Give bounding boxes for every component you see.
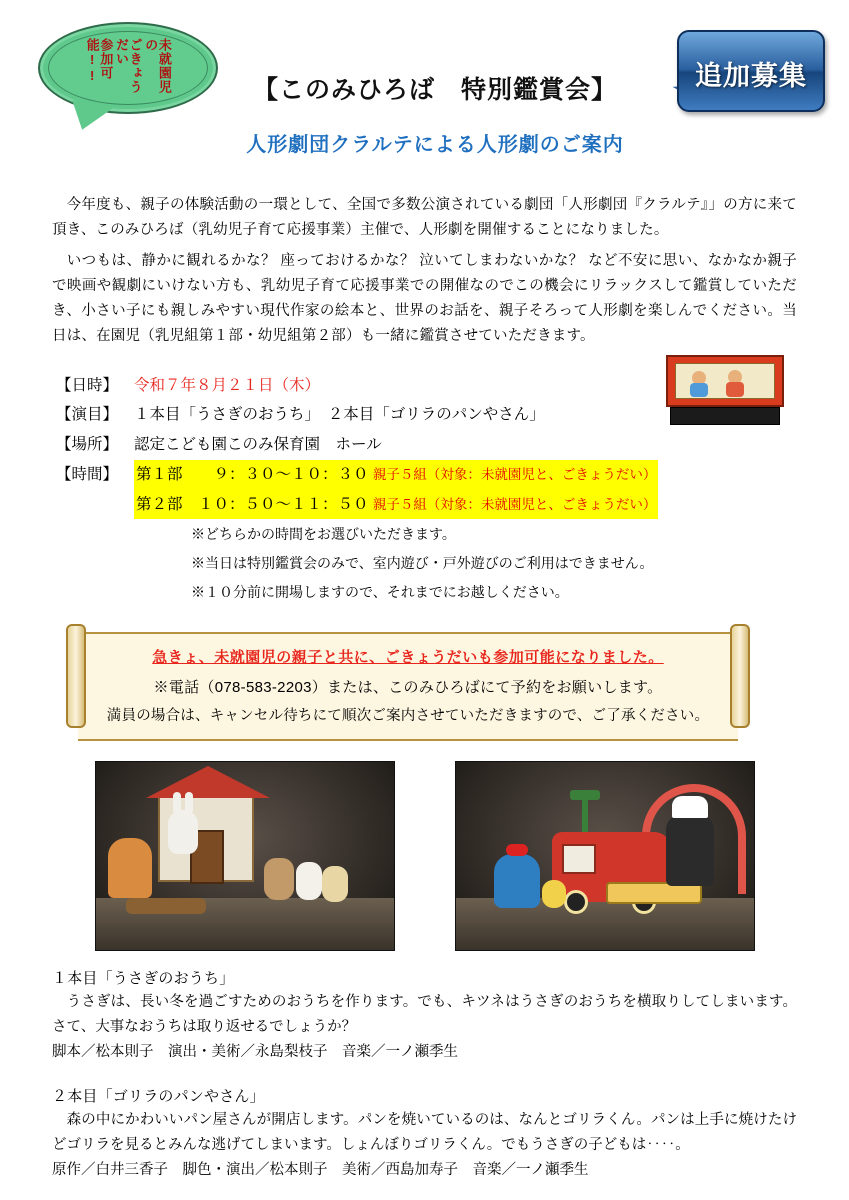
play-block-1 bbox=[52, 967, 797, 1065]
puppet-stage-illustration bbox=[666, 355, 784, 427]
info-key-date: 【日時】 bbox=[56, 376, 119, 394]
info-row-venue bbox=[56, 430, 776, 460]
scroll-body bbox=[78, 632, 738, 741]
photo2-bird-comb bbox=[506, 844, 528, 856]
time-part1-main: 第１部 ９：３０～１０：３０ bbox=[136, 465, 369, 483]
play-1-body-text: うさぎは、長い冬を過ごすためのおうちを作ります。でも、キツネはうさぎのおうちを横取りしてしまいます。さて、大事なおうちは取り返せるでしょうか？ bbox=[52, 994, 797, 1035]
photo1-house-roof bbox=[146, 766, 270, 798]
info-value-program: １本目「うさぎのおうち」 ２本目「ゴリラのパンやさん」 bbox=[134, 406, 545, 424]
photo2-tree-prop bbox=[582, 796, 588, 836]
info-row-time-part2 bbox=[56, 490, 776, 520]
photo1-fox-puppet bbox=[108, 838, 152, 898]
photo-usagi-no-ouchi bbox=[95, 761, 395, 951]
play-2-body bbox=[52, 1108, 797, 1158]
info-row-time-part1 bbox=[56, 460, 776, 490]
intro-paragraph-2-text: いつもは、静かに観れるかな？ 座っておけるかな？ 泣いてしまわないかな？ など不安に思い、なかなか親子で映画や観劇にいけない方も、乳幼児子育て応援事業での開催なのでこの機会にリラックスして鑑賞していただき、小さい子にも親しみやすい現代作家の絵本と、世界のお話を、親子そろって人形劇を楽しんでください。当日は、在園児（乳児組第１部・幼児組第２部）も一緒に鑑賞させていただきます。 bbox=[52, 252, 797, 344]
info-note-3: ※１０分前に開場しますので、それまでにお越しください。 bbox=[191, 584, 569, 601]
green-speech-bubble bbox=[38, 22, 218, 114]
info-value-date: 令和７年８月２１日（木） bbox=[134, 376, 321, 394]
scroll-line-3: 満員の場合は、キャンセル待ちにて順次ご案内させていただきますので、ご了承ください。 bbox=[106, 708, 710, 725]
time-part2-main: 第２部 １０：５０～１１：５０ bbox=[136, 495, 369, 513]
play-1-credits: 脚本／松本則子 演出・美術／永島梨枝子 音楽／一ノ瀬季生 bbox=[52, 1043, 458, 1060]
info-value-venue: 認定こども園このみ保育園 ホール bbox=[134, 436, 382, 454]
photo2-chick-puppet bbox=[542, 880, 566, 908]
info-value-time-part1 bbox=[134, 460, 658, 490]
green-bubble-tail bbox=[68, 100, 115, 134]
play-1-body bbox=[52, 990, 797, 1040]
additional-recruitment-badge bbox=[677, 30, 825, 112]
stage-puppet-2-body bbox=[726, 382, 744, 397]
info-value-time-part2 bbox=[134, 490, 658, 520]
green-bubble-text bbox=[40, 38, 216, 104]
scroll-line-1: 急きょ、未就園児の親子と共に、ごきょうだいも参加可能になりました。 bbox=[152, 649, 664, 667]
info-key-venue: 【場所】 bbox=[56, 436, 119, 454]
photo1-bird-puppet bbox=[296, 862, 322, 900]
photo1-log-prop bbox=[126, 898, 206, 914]
play-2-title: ２本目「ゴリラのパンやさん」 bbox=[52, 1087, 265, 1105]
play-2-credits: 原作／白井三香子 脚色・演出／松本則子 美術／西島加寿子 音楽／一ノ瀬季生 bbox=[52, 1161, 589, 1178]
info-note-1: ※どちらかの時間をお選びいただきます。 bbox=[191, 526, 456, 543]
play-1-title: １本目「うさぎのおうち」 bbox=[52, 970, 235, 988]
stage-base bbox=[670, 407, 780, 425]
page-title: 【このみひろば 特別鑑賞会】 bbox=[252, 76, 617, 104]
info-key-program: 【演目】 bbox=[56, 406, 119, 424]
photo2-gorilla-puppet bbox=[666, 814, 714, 886]
photo1-rabbit-puppet bbox=[168, 810, 198, 854]
photo-gorilla-no-panyasan bbox=[455, 761, 755, 951]
photo2-bird-puppet bbox=[494, 854, 540, 908]
info-note-2: ※当日は特別鑑賞会のみで、室内遊び・戸外遊びのご利用はできません。 bbox=[191, 555, 654, 572]
intro-paragraph-1-text: 今年度も、親子の体験活動の一環として、全国で多数公演されている劇団「人形劇団『クラルテ』」の方に来て頂き、このみひろば（乳幼児子育て応援事業）主催で、人形劇を開催することになりました。 bbox=[52, 197, 797, 238]
play-descriptions bbox=[52, 967, 797, 1183]
play-block-2 bbox=[52, 1085, 797, 1183]
flyer-header bbox=[0, 0, 849, 175]
green-bubble-line1: 未就園児の bbox=[143, 38, 172, 94]
intro-paragraph-2 bbox=[52, 249, 797, 349]
intro-paragraph-1 bbox=[52, 193, 797, 243]
time-part2-note: 親子５組（対象：未就園児と、ごきょうだい） bbox=[372, 496, 657, 512]
green-bubble-line3: 参加可能!! bbox=[84, 38, 114, 84]
photo2-truck-wheel-front bbox=[564, 890, 588, 914]
scroll-end-left bbox=[66, 624, 86, 728]
time-part1-note: 親子５組（対象：未就園児と、ごきょうだい） bbox=[372, 466, 657, 482]
photo1-bird2-puppet bbox=[322, 866, 348, 902]
photo2-truck-window bbox=[562, 844, 596, 874]
event-info-block bbox=[56, 371, 776, 606]
photo-row bbox=[0, 761, 849, 951]
green-bubble-line2: ごきょうだい bbox=[114, 38, 143, 94]
play-2-body-text: 森の中にかわいいパン屋さんが開店します。パンを焼いているのは、なんとゴリラくん。パンは上手に焼けたけどゴリラを見るとみんな逃げてしまいます。しょんぼりゴリラくん。でもうさぎの子どもは‥‥。 bbox=[52, 1111, 797, 1153]
info-key-time: 【時間】 bbox=[56, 465, 119, 483]
announcement-scroll bbox=[78, 632, 738, 741]
scroll-end-right bbox=[730, 624, 750, 728]
photo1-bear-puppet bbox=[264, 858, 294, 900]
blue-badge-label: 追加募集 bbox=[695, 61, 807, 91]
stage-puppet-1-body bbox=[690, 383, 708, 397]
scroll-line-2: ※電話（078-583-2203）または、このみひろばにて予約をお願いします。 bbox=[153, 679, 663, 697]
page-subtitle: 人形劇団クラルテによる人形劇のご案内 bbox=[246, 134, 624, 156]
photo2-gorilla-hat bbox=[672, 796, 708, 818]
